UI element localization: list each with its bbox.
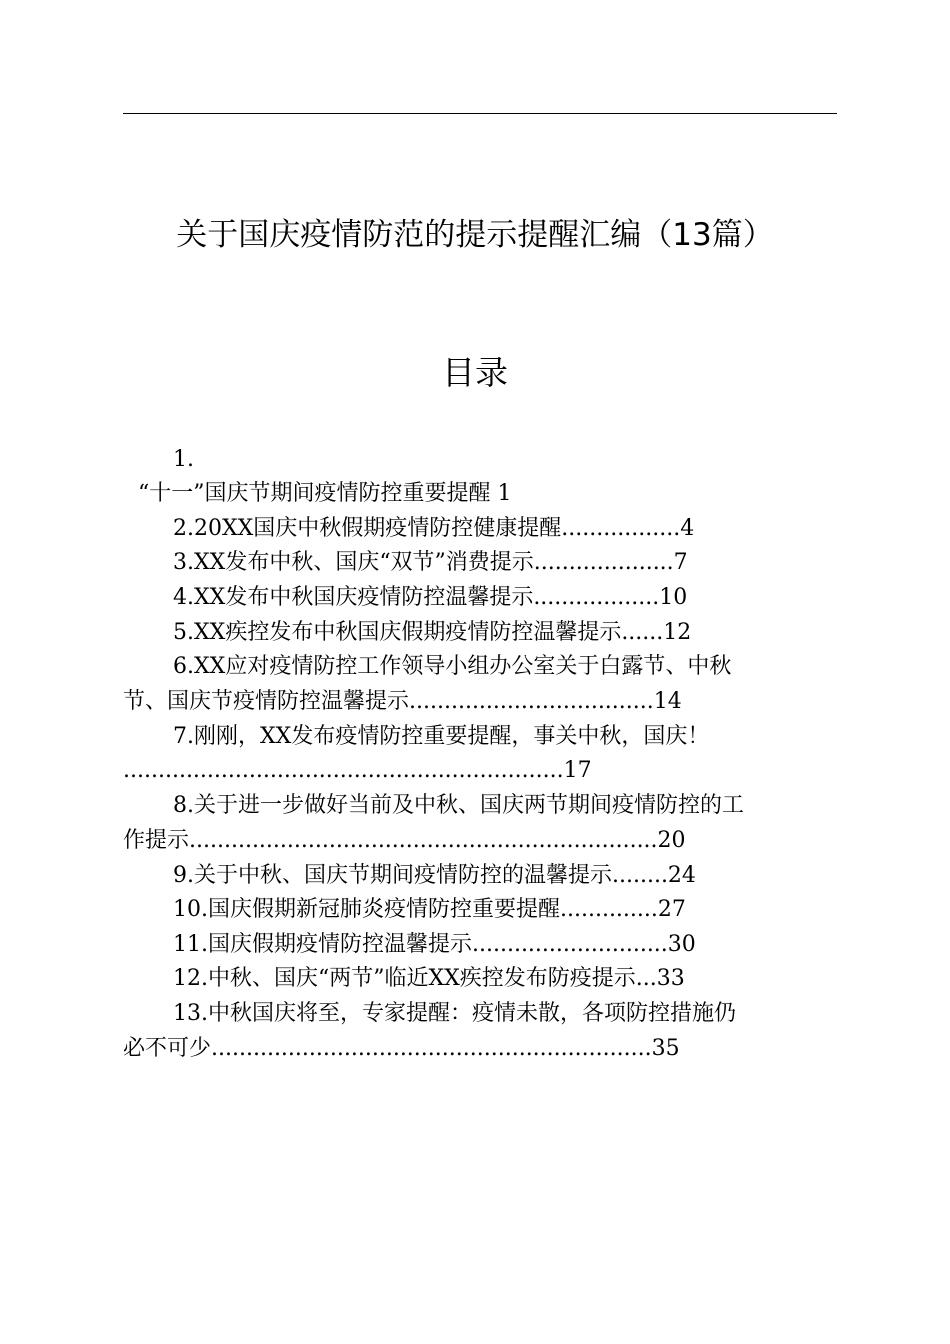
toc-entry-1-title[interactable]: “十一”国庆节期间疫情防控重要提醒 1 xyxy=(138,481,512,506)
toc-entry-3[interactable]: 3.XX发布中秋、国庆“双节”消费提示....................7 xyxy=(173,550,688,575)
toc-entry-8-line-1[interactable]: 8.关于进一步做好当前及中秋、国庆两节期间疫情防控的工 xyxy=(173,793,744,818)
toc-entry-9[interactable]: 9.关于中秋、国庆节期间疫情防控的温馨提示........24 xyxy=(173,863,696,888)
document-title: 关于国庆疫情防范的提示提醒汇编（13篇） xyxy=(176,217,774,253)
header-rule xyxy=(123,113,837,114)
toc-entry-7-line-2[interactable]: ...............................................................17 xyxy=(123,758,592,783)
toc-entry-13-line-1[interactable]: 13.中秋国庆将至，专家提醒：疫情未散，各项防控措施仍 xyxy=(173,1001,736,1026)
toc-entry-6-line-1[interactable]: 6.XX应对疫情防控工作领导小组办公室关于白露节、中秋 xyxy=(173,654,732,679)
toc-entry-12[interactable]: 12.中秋、国庆“两节”临近XX疾控发布防疫提示...33 xyxy=(173,966,685,991)
toc-entry-4[interactable]: 4.XX发布中秋国庆疫情防控温馨提示..................10 xyxy=(173,585,688,610)
toc-entry-8-line-2[interactable]: 作提示...................................................................20 xyxy=(123,828,686,853)
toc-entry-1-number[interactable]: 1. xyxy=(173,447,194,472)
toc-entry-7-line-1[interactable]: 7.刚刚，XX发布疫情防控重要提醒，事关中秋，国庆！ xyxy=(173,724,710,749)
toc-entry-5[interactable]: 5.XX疾控发布中秋国庆假期疫情防控温馨提示......12 xyxy=(173,620,692,645)
toc-entry-13-line-2[interactable]: 必不可少...............................................................35 xyxy=(123,1036,680,1061)
toc-heading: 目录 xyxy=(442,353,508,392)
toc-entry-6-line-2[interactable]: 节、国庆节疫情防控温馨提示...................................14 xyxy=(123,689,682,714)
toc-entry-2[interactable]: 2.20XX国庆中秋假期疫情防控健康提醒.................4 xyxy=(173,516,695,541)
toc-entry-11[interactable]: 11.国庆假期疫情防控温馨提示............................30 xyxy=(173,932,696,957)
toc-entry-10[interactable]: 10.国庆假期新冠肺炎疫情防控重要提醒..............27 xyxy=(173,897,686,922)
